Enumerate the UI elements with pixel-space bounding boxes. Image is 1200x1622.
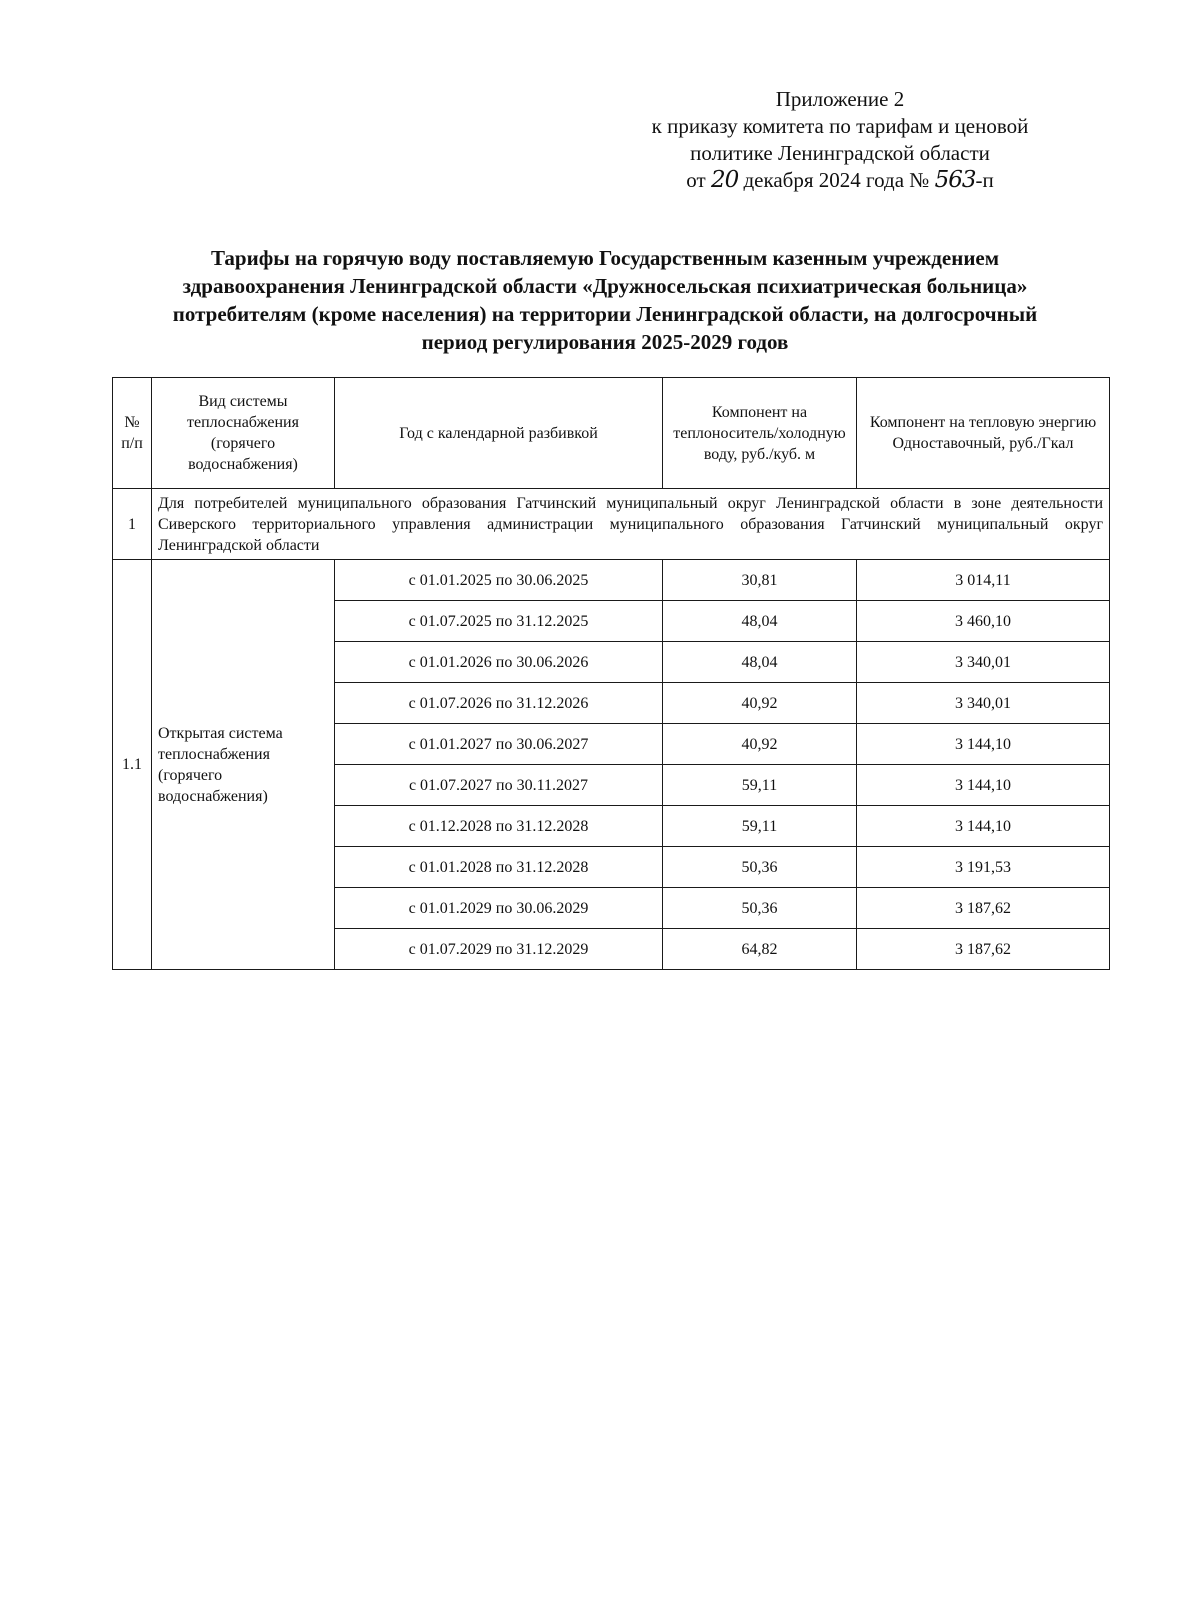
section-row	[113, 489, 1110, 560]
section-number: 1	[113, 489, 152, 560]
title-line-3: потребителям (кроме населения) на территории Ленинградской области, на долгосрочный	[172, 302, 1038, 326]
header-system-type: Вид системы теплоснабжения (горячего водоснабжения)	[152, 378, 335, 489]
tariff-table	[112, 377, 1110, 970]
title-line-2: здравоохранения Ленинградской области «Дружносельская психиатрическая больница»	[182, 274, 1028, 298]
energy-value-cell: 3 340,01	[857, 642, 1110, 683]
period-cell: с 01.01.2025 по 30.06.2025	[335, 560, 663, 601]
period-cell: с 01.01.2029 по 30.06.2029	[335, 888, 663, 929]
table-row	[113, 560, 1110, 601]
order-reference-line-1: к приказу комитета по тарифам и ценовой	[651, 114, 1029, 138]
handwritten-day: 20	[710, 167, 739, 193]
title-line-1: Тарифы на горячую воду поставляемую Государственным казенным учреждением	[210, 246, 1000, 270]
energy-value-cell: 3 014,11	[857, 560, 1110, 601]
appendix-header	[560, 86, 1120, 194]
order-reference-line-2: политике Ленинградской области	[690, 141, 990, 165]
order-date-line	[560, 167, 1120, 194]
coolant-value-cell: 40,92	[663, 683, 857, 724]
period-cell: с 01.01.2026 по 30.06.2026	[335, 642, 663, 683]
coolant-value-cell: 40,92	[663, 724, 857, 765]
header-energy-component: Компонент на тепловую энергию Одноставочный, руб./Гкал	[857, 378, 1110, 489]
section-description: Для потребителей муниципального образования Гатчинский муниципальный округ Ленинградской области в зоне деятельности Сиверского территориального управления администрации муниципального образования Гатчинский муниципальный округ Ленинградской области	[152, 489, 1110, 560]
period-cell: с 01.01.2027 по 30.06.2027	[335, 724, 663, 765]
appendix-label: Приложение 2	[775, 87, 905, 111]
coolant-value-cell: 48,04	[663, 601, 857, 642]
energy-value-cell: 3 187,62	[857, 888, 1110, 929]
period-cell: с 01.01.2028 по 31.12.2028	[335, 847, 663, 888]
energy-value-cell: 3 187,62	[857, 929, 1110, 970]
system-type-cell: Открытая система теплоснабжения (горячего водоснабжения)	[152, 560, 335, 970]
energy-value-cell: 3 144,10	[857, 806, 1110, 847]
energy-value-cell: 3 460,10	[857, 601, 1110, 642]
coolant-value-cell: 48,04	[663, 642, 857, 683]
energy-value-cell: 3 144,10	[857, 724, 1110, 765]
coolant-value-cell: 59,11	[663, 765, 857, 806]
coolant-value-cell: 30,81	[663, 560, 857, 601]
period-cell: с 01.07.2027 по 30.11.2027	[335, 765, 663, 806]
header-number: № п/п	[113, 378, 152, 489]
header-coolant-component: Компонент на теплоноситель/холодную воду, руб./куб. м	[663, 378, 857, 489]
period-cell: с 01.12.2028 по 31.12.2028	[335, 806, 663, 847]
header-period: Год с календарной разбивкой	[335, 378, 663, 489]
number-suffix: -п	[975, 168, 994, 192]
table-header-row	[113, 378, 1110, 489]
coolant-value-cell: 64,82	[663, 929, 857, 970]
group-number: 1.1	[113, 560, 152, 970]
document-title	[105, 244, 1105, 356]
period-cell: с 01.07.2025 по 31.12.2025	[335, 601, 663, 642]
handwritten-order-number: 563	[934, 167, 976, 193]
coolant-value-cell: 50,36	[663, 888, 857, 929]
date-prefix: от	[686, 168, 706, 192]
energy-value-cell: 3 340,01	[857, 683, 1110, 724]
energy-value-cell: 3 144,10	[857, 765, 1110, 806]
coolant-value-cell: 59,11	[663, 806, 857, 847]
energy-value-cell: 3 191,53	[857, 847, 1110, 888]
period-cell: с 01.07.2026 по 31.12.2026	[335, 683, 663, 724]
date-middle: декабря 2024 года №	[743, 168, 930, 192]
period-cell: с 01.07.2029 по 31.12.2029	[335, 929, 663, 970]
title-line-4: период регулирования 2025-2029 годов	[421, 330, 789, 354]
coolant-value-cell: 50,36	[663, 847, 857, 888]
